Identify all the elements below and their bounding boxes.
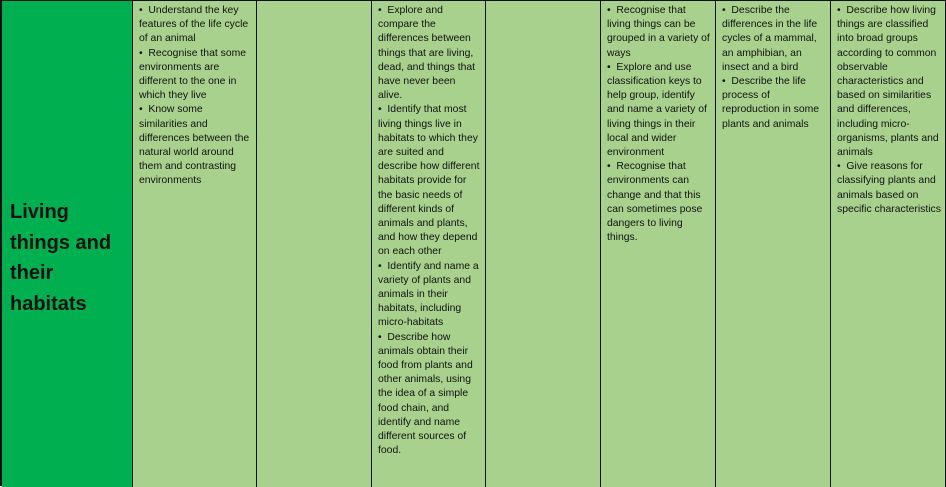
- list-item: • Give reasons for classifying plants and animals based on specific characteristics: [837, 160, 941, 217]
- list-item: • Explore and use classification keys to help group, identify and name a variety of living things in their local and wider environment: [607, 61, 711, 160]
- column-1: [133, 1, 257, 487]
- list-item: • Recognise that living things can be grouped in a variety of ways: [607, 4, 711, 61]
- column-3: [372, 1, 486, 487]
- list-item: • Describe how animals obtain their food from plants and other animals, using the idea of a simple food chain, and identify and name different sources of food.: [378, 331, 481, 459]
- column-1-list: [139, 4, 252, 189]
- column-2-empty: [257, 1, 372, 487]
- list-item: • Understand the key features of the life cycle of an animal: [139, 4, 252, 47]
- topic-heading: Living things and their habitats: [10, 201, 112, 315]
- list-item: • Describe the differences in the life cycles of a mammal, an amphibian, an insect and a bird: [722, 4, 826, 75]
- list-item: • Identify that most living things live in habitats to which they are suited and describe how different habitats provide for the basic needs of different kinds of animals and plants, and how they depend on each other: [378, 103, 481, 259]
- column-7-list: [837, 4, 941, 217]
- column-7: [831, 1, 946, 487]
- column-5: [601, 1, 716, 487]
- list-item: • Recognise that some environments are different to the one in which they live: [139, 47, 252, 104]
- topic-heading-cell: [2, 1, 133, 487]
- column-5-list: [607, 4, 711, 245]
- column-3-list: [378, 4, 481, 459]
- list-item: • Identify and name a variety of plants and animals in their habitats, including micro-habitats: [378, 260, 481, 331]
- list-item: • Describe the life process of reproduction in some plants and animals: [722, 75, 826, 132]
- column-6: [716, 1, 831, 487]
- list-item: • Recognise that environments can change and that this can sometimes pose dangers to living things.: [607, 160, 711, 245]
- column-6-list: [722, 4, 826, 132]
- list-item: • Describe how living things are classified into broad groups according to common observable characteristics and based on similarities and differences, including micro-organisms, plants and animals: [837, 4, 941, 160]
- column-4-empty: [486, 1, 601, 487]
- list-item: • Know some similarities and differences between the natural world around them and contrasting environments: [139, 103, 252, 188]
- list-item: • Explore and compare the differences between things that are living, dead, and things that have never been alive.: [378, 4, 481, 103]
